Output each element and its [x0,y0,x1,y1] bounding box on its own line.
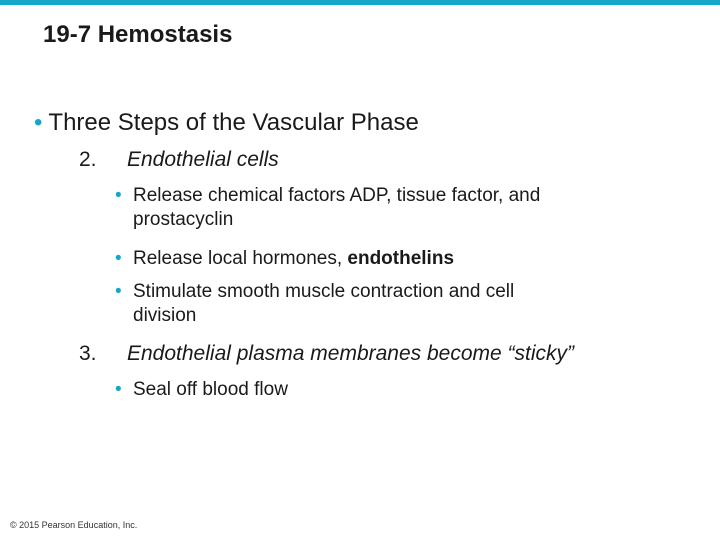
bullet-level1 [34,109,419,137]
copyright-footer: © 2015 Pearson Education, Inc. [10,520,138,530]
sub-bullet-line [115,247,675,271]
step-2 [79,148,279,172]
bullet-icon: • [115,185,122,206]
sub-bullet-bold-term: endothelins [347,248,455,269]
sub-bullet-line: Seal off blood flow [133,379,288,400]
sub-bullet-line: division [133,305,197,326]
sub-bullet-line: prostacyclin [133,209,234,230]
sub-bullet-line: Stimulate smooth muscle contraction and cell [133,281,515,302]
step-number: 3. [79,342,97,365]
step-number: 2. [79,148,97,171]
slide-title: 19-7 Hemostasis [43,21,233,48]
top-accent-bar [0,0,720,5]
step-text: Endothelial plasma membranes become “sticky” [127,342,575,365]
sub-bullet-4 [115,378,675,402]
bullet-icon: • [115,281,122,302]
bullet-text: Three Steps of the Vascular Phase [48,109,419,136]
sub-bullet-3 [115,280,675,328]
bullet-icon: • [34,109,43,136]
step-3 [79,342,574,366]
sub-bullet-prefix: Release local hormones, [133,248,348,269]
sub-bullet-2 [115,247,675,271]
bullet-icon: • [115,248,122,269]
bullet-icon: • [115,379,122,400]
sub-bullet-1 [115,184,675,232]
sub-bullet-line: Release chemical factors ADP, tissue factor, and [133,185,541,206]
step-text: Endothelial cells [127,148,279,171]
